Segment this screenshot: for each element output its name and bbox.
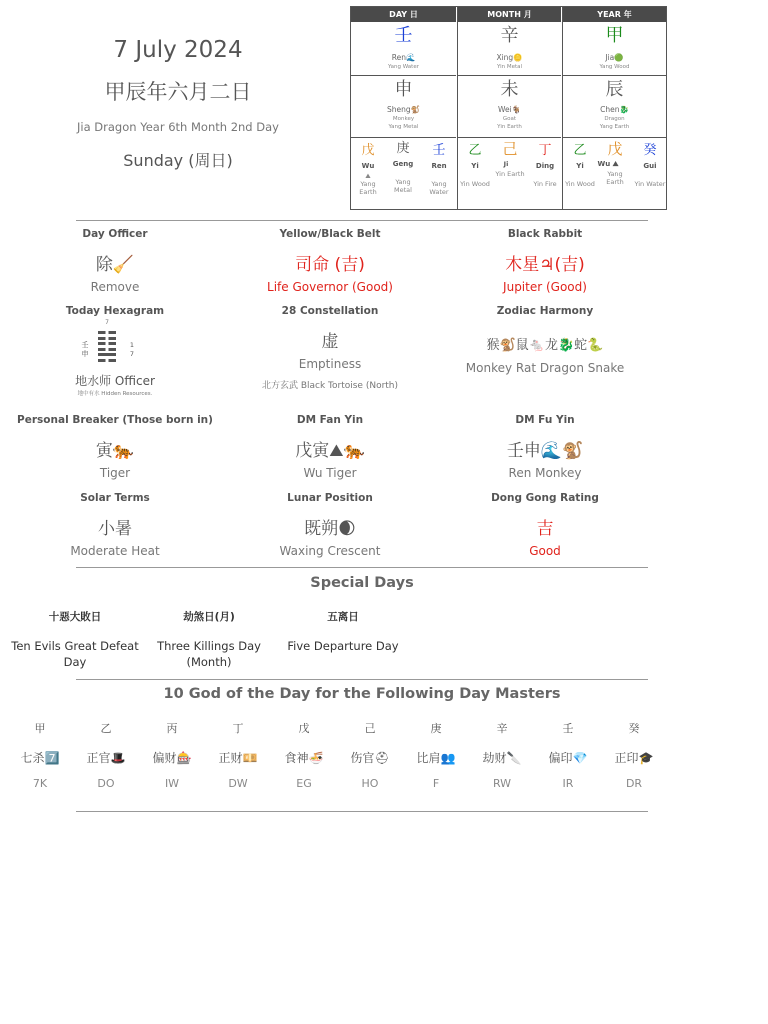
harmony-value: 猴🐒鼠🐁龙🐉蛇🐍 [486,338,604,353]
day-officer-en: Remove [90,280,140,294]
solar-en: Moderate Heat [70,544,160,558]
hidden-stem-desc: Yang Metal [394,178,412,194]
hexagram-sub: 地中有水 Hidden Resources. [77,391,153,397]
hexagram-name: 地水师 Officer [75,374,155,388]
solar-title: Solar Terms [80,492,150,504]
hidden-stem-desc: Yang Earth [359,180,377,196]
constellation [215,303,445,395]
ten-god [205,722,271,791]
day-branch-glyph: 申 [394,79,413,100]
hidden-stem-glyph: 庚 [396,141,410,156]
day-branch-name: Sheng🐒 [387,105,420,114]
day-stem-glyph: 壬 [394,25,413,46]
date-header [58,28,298,178]
personal-breaker [0,412,230,482]
year-stem [563,22,666,76]
fan-yin-title: DM Fan Yin [296,414,364,426]
hidden-stem-desc: Yin Wood [460,180,490,188]
month-branch-glyph: 未 [500,79,519,100]
hidden-stem-name: Geng [392,160,414,168]
ten-god-stem: 癸 [628,722,640,735]
ten-god-abbr: IR [562,777,574,790]
month-branch [458,76,561,138]
special-day-cn: 劫煞日(月) [183,611,235,623]
lunar-en: Waxing Crescent [279,544,381,558]
special-day [8,610,142,670]
mountain-icon: ⛰ [612,160,619,168]
hexagram-lines-icon [98,331,116,364]
hidden-stem [598,140,632,186]
hidden-stem-glyph: 乙 [573,143,587,158]
hexagram-right-label: 1 7 [129,341,135,358]
divider [76,811,648,812]
ten-god-stem: 丁 [232,722,244,735]
month-stem-desc: Yin Metal [496,64,523,70]
ten-god-stem: 乙 [100,722,112,735]
dong-gong-value: 吉 [536,519,554,539]
special-day-en: Five Departure Day [287,639,399,653]
ten-god [535,722,601,791]
constellation-title: 28 Constellation [281,305,379,317]
ten-god-name: 食神🍜 [284,751,324,765]
belt-title: Yellow/Black Belt [279,228,381,240]
lunar-value: 既朔🌒 [304,519,356,539]
weekday: Sunday (周日) [123,151,233,170]
year-branch [563,76,666,138]
fu-yin-value: 壬申🌊🐒 [506,441,584,461]
ten-god [601,722,667,791]
day-branch-desc: Yang Metal [388,124,419,130]
hidden-stem-desc: Yin Wood [565,180,595,188]
special-day-cn: 十惡大敗日 [48,611,102,623]
zodiac-harmony [430,303,660,377]
ten-god [271,722,337,791]
ten-god-abbr: HO [361,777,379,790]
day-stem-desc: Yang Water [388,64,419,70]
hidden-stem-desc: Yang Earth [606,170,624,186]
special-day-en: Ten Evils Great Defeat Day [11,639,139,669]
day-stem-name: Ren🌊 [391,53,416,62]
belt-en: Life Governor (Good) [267,280,393,294]
hidden-stem-desc: Yin Earth [495,170,525,178]
year-stem-desc: Yang Wood [599,64,630,70]
ten-god-abbr: RW [492,777,512,790]
year-stem-name: Jia🟢 [605,53,624,62]
ten-god-abbr: DO [97,777,115,790]
constellation-value: 虚 [321,332,339,352]
dong-gong-rating [430,490,660,560]
ten-god-abbr: IW [164,777,180,790]
ten-gods-title: 10 God of the Day for the Following Day Masters [163,686,561,702]
special-day-en: Three Killings Day (Month) [157,639,261,669]
month-branch-animal: Goat [502,116,517,122]
hidden-stem-name: Yi [576,162,584,170]
mountain-icon: ⛰ [365,172,371,180]
month-stem [458,22,561,76]
dm-fu-yin [430,412,660,482]
ten-god-name: 七杀7️⃣ [20,751,60,765]
harmony-title: Zodiac Harmony [496,305,594,317]
harmony-en: Monkey Rat Dragon Snake [465,361,625,375]
dm-fan-yin [215,412,445,482]
hexagram-figure [65,319,165,373]
day-pillar [351,7,456,209]
special-day [276,610,410,654]
day-officer [0,226,230,296]
pillars-table [350,6,667,210]
lunar-position [215,490,445,560]
ten-god-name: 偏印💎 [548,751,588,765]
month-branch-desc: Yin Earth [497,124,522,130]
month-stem-name: Xing🪙 [496,53,523,62]
ten-god-abbr: EG [296,777,312,790]
ten-god-name: 比肩👥 [416,751,456,765]
hidden-stem [633,142,667,188]
hidden-stem-name: Wu [597,160,611,168]
hexagram-left-label: 壬申 [81,341,89,358]
hidden-stem-glyph: 丁 [538,143,552,158]
hidden-stem [528,142,562,188]
breaker-value: 寅🐅 [95,441,135,461]
ten-god [403,722,469,791]
hidden-stem-name: Gui [643,162,657,170]
ten-god-abbr: F [432,777,440,790]
rabbit-title: Black Rabbit [507,228,583,240]
belt-value: 司命 (吉) [295,255,365,275]
month-stem-glyph: 辛 [500,25,519,46]
ten-god-stem: 己 [364,722,376,735]
fan-yin-value: 戊寅⛰🐅 [295,441,365,461]
hidden-stem-glyph: 壬 [432,143,446,158]
ten-god-abbr: DW [228,777,248,790]
day-branch-animal: Monkey [392,116,415,122]
fan-yin-en: Wu Tiger [303,466,357,480]
year-branch-name: Chen🐉 [600,105,629,114]
gregorian-date: 7 July 2024 [113,37,243,63]
hidden-stem-glyph: 癸 [643,143,657,158]
ten-god [337,722,403,791]
year-pillar-header: YEAR 年 [563,7,666,22]
year-branch-glyph: 辰 [605,79,624,100]
month-pillar [457,7,561,209]
year-hidden-stems [563,138,666,208]
hidden-stem-desc: Yin Fire [533,180,557,188]
hidden-stem [386,140,420,194]
year-branch-animal: Dragon [604,116,625,122]
hidden-stem-glyph: 乙 [468,143,482,158]
hexagram-top-number: 7 [105,319,109,326]
english-lunar-date: Jia Dragon Year 6th Month 2nd Day [77,120,279,134]
month-hidden-stems [458,138,561,208]
hidden-stem-name: Ding [535,162,555,170]
hidden-stem-desc: Yang Water [429,180,449,196]
ten-god-stem: 丙 [166,722,178,735]
ten-god [469,722,535,791]
ten-god-abbr: DR [625,777,643,790]
day-officer-value: 除🧹 [95,255,135,275]
fu-yin-title: DM Fu Yin [515,414,575,426]
day-pillar-header: DAY 日 [351,7,456,22]
month-branch-name: Wei🐐 [497,105,521,114]
ten-god-stem: 戊 [298,722,310,735]
solar-value: 小暑 [98,519,132,539]
fu-yin-en: Ren Monkey [508,466,582,480]
hidden-stem-name: Yi [471,162,479,170]
ten-god-name: 正印🎓 [614,751,654,765]
solar-terms [0,490,230,560]
day-branch [351,76,456,138]
lunar-title: Lunar Position [287,492,373,504]
ten-god-stem: 辛 [496,722,508,735]
divider [76,679,648,680]
constellation-sub: 北方玄武 Black Tortoise (North) [261,381,399,391]
dong-gong-en: Good [529,544,561,558]
hidden-stem-name: Ji [503,160,509,168]
ten-god-stem: 壬 [562,722,574,735]
hidden-stem-glyph: 戊 [607,140,623,158]
hidden-stem-name-row [584,158,632,170]
hidden-stem-name: Ren [431,162,447,170]
hidden-stem-desc: Yin Water [634,180,666,188]
breaker-en: Tiger [99,466,131,480]
ten-god-name: 劫财🔪 [482,751,522,765]
ten-god-abbr: 7K [32,777,48,790]
day-hidden-stems [351,138,456,208]
hidden-stem-name: Wu [361,162,375,170]
constellation-en: Emptiness [298,357,362,371]
yellow-black-belt [215,226,445,296]
divider [76,567,648,568]
rabbit-value: 木星♃(吉) [505,255,585,275]
ten-god-stem: 庚 [430,722,442,735]
hidden-stem [422,142,456,196]
ten-god-name: 正财💴 [218,751,258,765]
breaker-title: Personal Breaker (Those born in) [17,414,213,426]
special-day-cn: 五离日 [327,611,359,623]
hidden-stem-glyph: 己 [502,140,518,158]
hidden-stem [493,140,527,178]
ten-god-name: 偏财🎰 [152,751,192,765]
ten-god [139,722,205,791]
year-branch-desc: Yang Earth [599,124,630,130]
hidden-stem-glyph: 戊 [361,143,375,158]
day-officer-title: Day Officer [82,228,148,240]
special-day [142,610,276,670]
rabbit-en: Jupiter (Good) [503,280,587,294]
black-rabbit [430,226,660,296]
ten-god-name: 伤官⛑ [350,751,390,765]
year-pillar [562,7,666,209]
today-hexagram [0,303,230,399]
year-stem-glyph: 甲 [605,25,624,46]
divider [76,220,648,221]
special-days-title: Special Days [310,575,414,591]
ten-god-name: 正官🎩 [86,751,126,765]
dong-gong-title: Dong Gong Rating [491,492,599,504]
ten-god [7,722,73,791]
day-stem [351,22,456,76]
hexagram-title: Today Hexagram [65,305,165,317]
hidden-stem [351,142,385,196]
ten-god [73,722,139,791]
ten-god-stem: 甲 [34,722,46,735]
month-pillar-header: MONTH 月 [458,7,561,22]
chinese-date: 甲辰年六月二日 [104,80,252,104]
